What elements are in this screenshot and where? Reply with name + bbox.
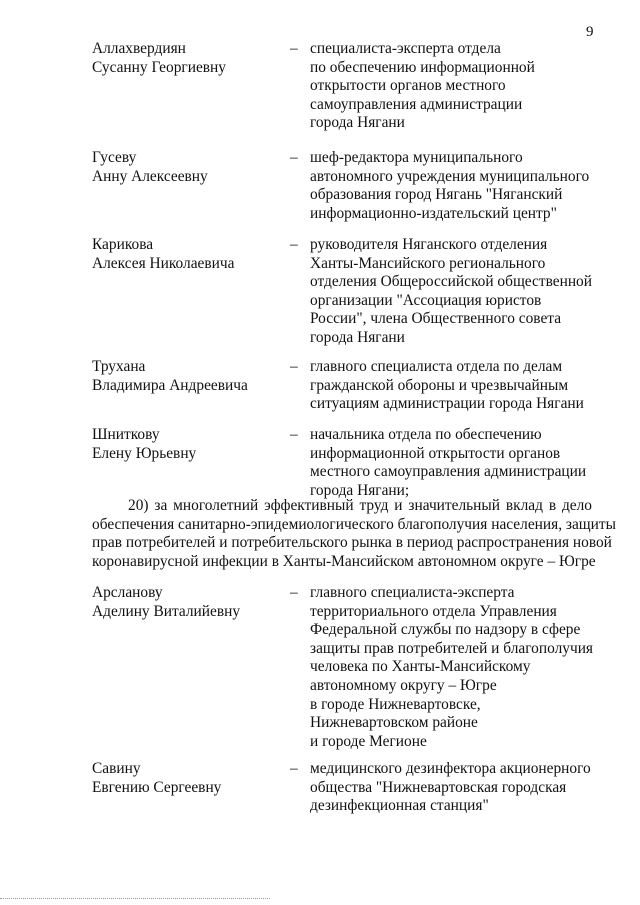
entry-description bbox=[310, 760, 600, 816]
entry-name bbox=[92, 760, 282, 797]
entry-name bbox=[92, 426, 282, 463]
desc-line: территориального отдела Управления bbox=[310, 602, 557, 620]
entry-name bbox=[92, 149, 282, 186]
desc-line: отделения Общероссийской общественной bbox=[310, 273, 592, 291]
name-line: Савину bbox=[92, 760, 141, 777]
desc-line: организации "Ассоциация юристов bbox=[310, 291, 542, 309]
desc-line: человека по Ханты-Мансийскому bbox=[310, 658, 531, 676]
name-line: Трухана bbox=[92, 358, 146, 375]
desc-line: и городе Мегионе bbox=[310, 732, 427, 750]
desc-line: самоуправления администрации bbox=[310, 95, 523, 113]
desc-line: информационной открытости органов bbox=[310, 444, 561, 462]
page-number: 9 bbox=[586, 24, 594, 40]
desc-line: шеф-редактора муниципального bbox=[310, 149, 523, 166]
name-line: Евгению Сергеевну bbox=[92, 778, 222, 796]
name-line: Сусанну Георгиевну bbox=[92, 58, 226, 76]
desc-line: Ханты-Мансийского регионального bbox=[310, 254, 546, 272]
desc-line: местного самоуправления администрации bbox=[310, 463, 587, 481]
name-line: Алексея Николаевича bbox=[92, 254, 235, 272]
entry-dash: – bbox=[290, 149, 298, 166]
desc-line: города Нягани; bbox=[310, 481, 410, 499]
name-line: Карикова bbox=[92, 236, 154, 253]
entry-dash: – bbox=[290, 358, 298, 375]
paragraph-line: обеспечения санитарно-эпидемиологического благополучия населения, защиты bbox=[92, 515, 616, 533]
name-line: Шниткову bbox=[92, 426, 160, 443]
desc-line: города Нягани bbox=[310, 328, 405, 346]
name-line: Анну Алексеевну bbox=[92, 167, 208, 185]
desc-line: по обеспечению информационной bbox=[310, 58, 535, 76]
desc-line: в городе Нижневартовске, bbox=[310, 695, 481, 713]
entry-dash: – bbox=[290, 760, 298, 777]
entry-name bbox=[92, 584, 282, 621]
entry-description bbox=[310, 236, 600, 348]
desc-line: общества "Нижневартовская городская bbox=[310, 778, 567, 796]
entry-dash: – bbox=[290, 584, 298, 601]
desc-line: защиты прав потребителей и благополучия bbox=[310, 639, 594, 657]
desc-line: главного специалиста-эксперта bbox=[310, 584, 515, 601]
award-paragraph bbox=[92, 497, 616, 571]
entry-dash: – bbox=[290, 426, 298, 443]
desc-line: специалиста-эксперта отдела bbox=[310, 40, 501, 57]
entry-description bbox=[310, 40, 600, 133]
scan-edge-divider bbox=[0, 898, 270, 899]
desc-line: информационно-издательский центр" bbox=[310, 204, 557, 222]
name-line: Елену Юрьевну bbox=[92, 444, 197, 462]
name-line: Аллахвердиян bbox=[92, 40, 186, 57]
desc-line: дезинфекционная станция" bbox=[310, 797, 489, 815]
desc-line: Федеральной службы по надзору в сфере bbox=[310, 621, 581, 639]
entry-dash: – bbox=[290, 236, 298, 253]
paragraph-line: прав потребителей и потребительского рынка в период распространения новой bbox=[92, 534, 612, 552]
desc-line: главного специалиста отдела по делам bbox=[310, 358, 563, 375]
desc-line: руководителя Няганского отделения bbox=[310, 236, 548, 253]
entry-dash: – bbox=[290, 40, 298, 57]
entry-description bbox=[310, 426, 600, 500]
paragraph-line: коронавирусной инфекции в Ханты-Мансийском автономном округе – Югре bbox=[92, 552, 596, 570]
desc-line: начальника отдела по обеспечению bbox=[310, 426, 542, 443]
entry-name bbox=[92, 236, 282, 273]
desc-line: ситуациям администрации города Нягани bbox=[310, 395, 584, 413]
entry-description bbox=[310, 149, 600, 223]
name-line: Владимира Андреевича bbox=[92, 376, 248, 394]
desc-line: автономного учреждения муниципального bbox=[310, 167, 590, 185]
entry-description bbox=[310, 584, 600, 751]
desc-line: образования город Нягань "Няганский bbox=[310, 186, 563, 204]
desc-line: России", члена Общественного совета bbox=[310, 310, 562, 328]
desc-line: гражданской обороны и чрезвычайным bbox=[310, 376, 569, 394]
paragraph-line: 20) за многолетний эффективный труд и значительный вклад в дело bbox=[128, 497, 592, 514]
entry-name bbox=[92, 358, 282, 395]
name-line: Арсланову bbox=[92, 584, 163, 601]
name-line: Гусеву bbox=[92, 149, 137, 166]
desc-line: медицинского дезинфектора акционерного bbox=[310, 760, 591, 777]
entry-description bbox=[310, 358, 600, 414]
desc-line: автономному округу – Югре bbox=[310, 676, 497, 694]
desc-line: города Нягани bbox=[310, 114, 405, 132]
desc-line: открытости органов местного bbox=[310, 77, 506, 95]
name-line: Аделину Виталийевну bbox=[92, 602, 241, 620]
entry-name bbox=[92, 40, 282, 77]
desc-line: Нижневартовском районе bbox=[310, 714, 478, 732]
